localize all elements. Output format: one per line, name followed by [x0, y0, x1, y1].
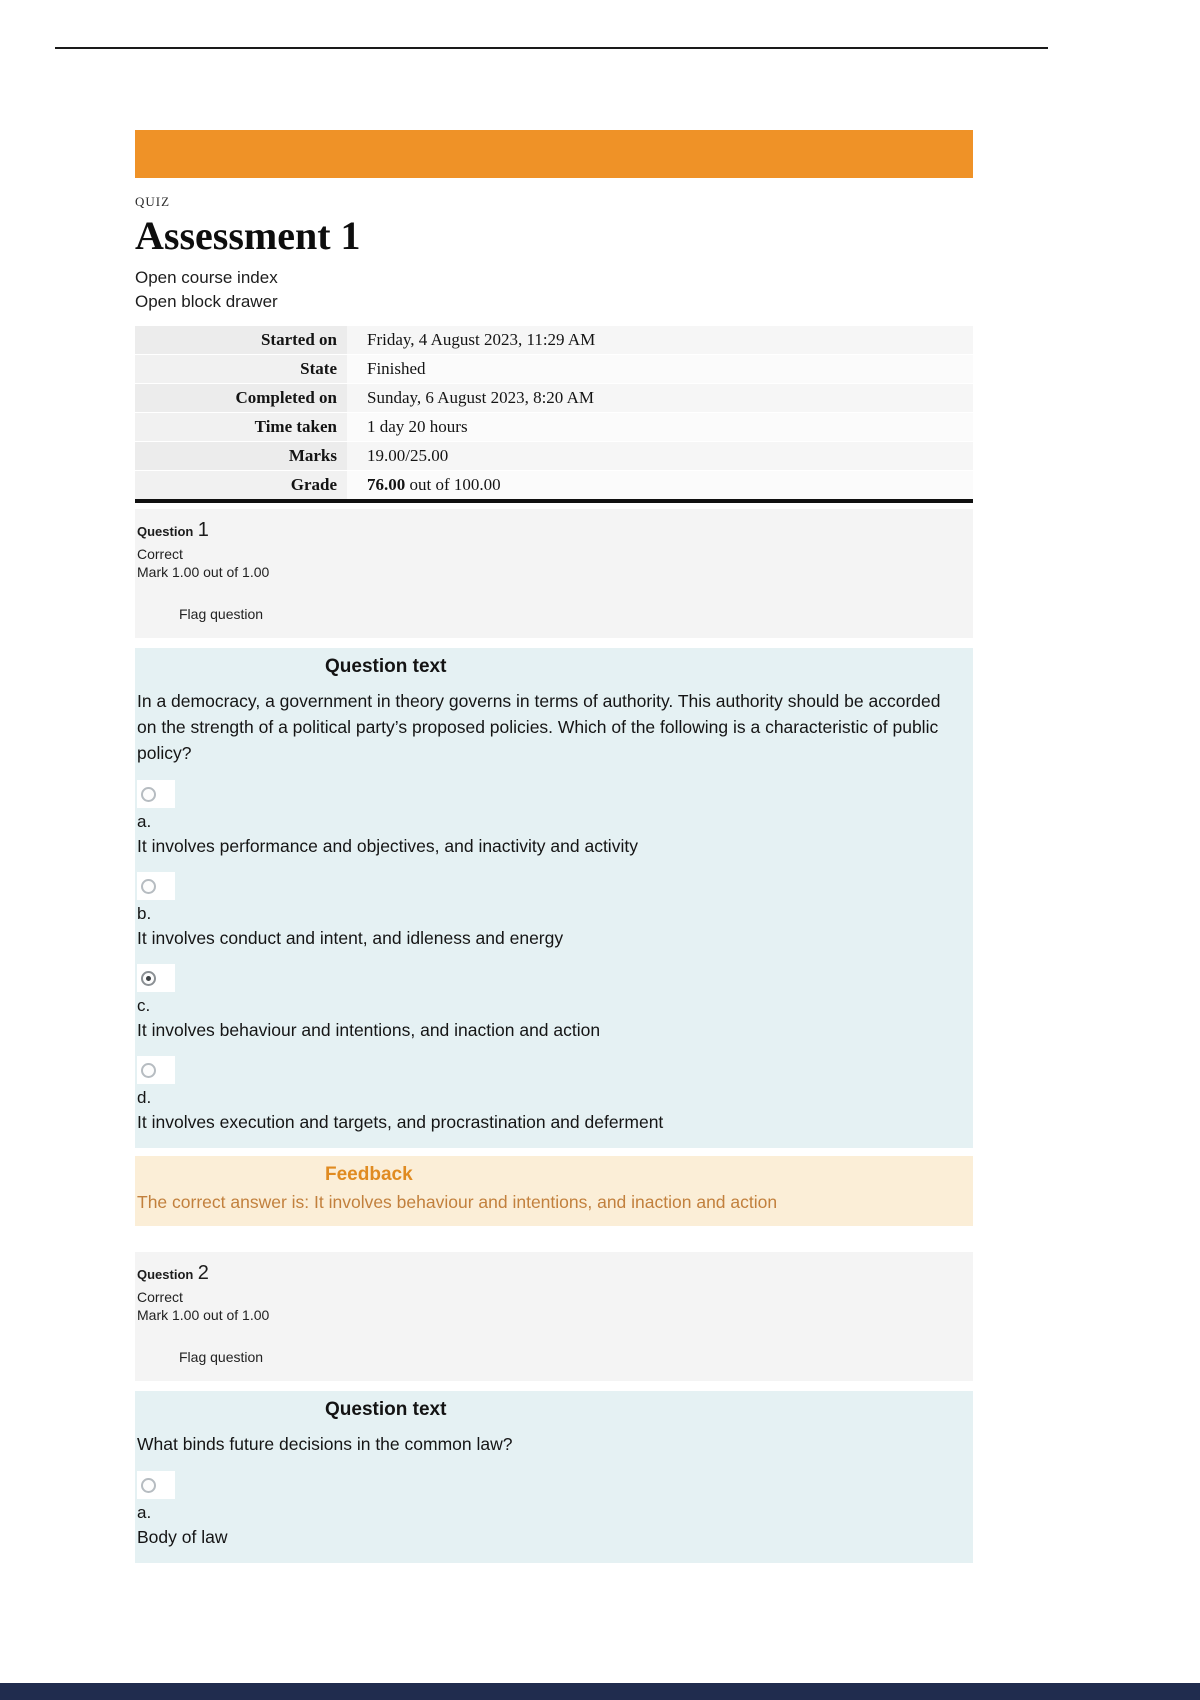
table-row [135, 413, 973, 442]
option-text: Body of law [137, 1527, 228, 1547]
orange-banner [135, 130, 973, 178]
flag-question-link[interactable]: Flag question [179, 606, 264, 622]
feedback-block [135, 1156, 973, 1226]
table-row [135, 471, 973, 502]
summary-value: Finished [347, 355, 973, 384]
answer-option [137, 780, 963, 858]
status-badge: Correct [137, 546, 183, 562]
option-text: It involves conduct and intent, and idleness and energy [137, 928, 564, 948]
question-number: Question 1 [137, 519, 209, 541]
status-badge: Correct [137, 1289, 183, 1305]
question-text-label: Question text [325, 1399, 447, 1420]
grade-value-bold: 76.00 [367, 475, 406, 494]
option-text: It involves performance and objectives, and inactivity and activity [137, 836, 638, 856]
option-letter: a. [137, 1503, 152, 1522]
quiz-label: QUIZ [135, 194, 171, 209]
footer-bar [0, 1683, 1200, 1700]
summary-value: 19.00/25.00 [347, 442, 973, 471]
table-row [135, 442, 973, 471]
option-letter: d. [137, 1088, 152, 1107]
summary-label: Started on [135, 326, 347, 355]
summary-label: Grade [135, 471, 347, 502]
radio-button[interactable] [137, 1471, 175, 1499]
question-1-body [135, 648, 973, 1148]
radio-circle-icon [141, 971, 156, 986]
question-2-info [135, 1252, 973, 1381]
answer-option [137, 964, 963, 1042]
radio-button[interactable] [137, 780, 175, 808]
feedback-label: Feedback [325, 1164, 413, 1185]
summary-label: Time taken [135, 413, 347, 442]
grade-value-rest: out of 100.00 [405, 475, 501, 494]
option-letter: a. [137, 812, 152, 831]
mark-text: Mark 1.00 out of 1.00 [137, 1307, 270, 1323]
radio-button[interactable] [137, 1056, 175, 1084]
quiz-summary-table [135, 326, 973, 503]
option-text: It involves behaviour and intentions, and inaction and action [137, 1020, 601, 1040]
radio-circle-icon [141, 787, 156, 802]
option-letter: b. [137, 904, 152, 923]
nav-links [135, 266, 973, 314]
summary-value: Sunday, 6 August 2023, 8:20 AM [347, 384, 973, 413]
summary-label: State [135, 355, 347, 384]
summary-value: Friday, 4 August 2023, 11:29 AM [347, 326, 973, 355]
radio-button[interactable] [137, 872, 175, 900]
question-1-info [135, 509, 973, 638]
radio-circle-icon [141, 879, 156, 894]
summary-label: Completed on [135, 384, 347, 413]
summary-value [347, 471, 973, 502]
feedback-text: The correct answer is: It involves behaviour and intentions, and inaction and action [137, 1192, 778, 1212]
radio-circle-icon [141, 1063, 156, 1078]
answer-option [137, 1471, 963, 1549]
option-letter: c. [137, 996, 151, 1015]
summary-label: Marks [135, 442, 347, 471]
flag-question-link[interactable]: Flag question [179, 1349, 264, 1365]
page-title: Assessment 1 [135, 213, 361, 258]
table-row [135, 326, 973, 355]
radio-circle-icon [141, 1478, 156, 1493]
table-row [135, 384, 973, 413]
table-row [135, 355, 973, 384]
spacer [135, 1226, 973, 1246]
open-course-index-link[interactable]: Open course index [135, 268, 278, 287]
answer-option [137, 872, 963, 950]
open-block-drawer-link[interactable]: Open block drawer [135, 292, 278, 311]
question-text: In a democracy, a government in theory governs in terms of authority. This authority should be accorded on the strength of a political party’s proposed policies. Which of the following is a characteristic of public policy? [137, 691, 941, 763]
page-content [135, 0, 973, 1563]
answer-option [137, 1056, 963, 1134]
option-text: It involves execution and targets, and procrastination and deferment [137, 1112, 664, 1132]
radio-button[interactable] [137, 964, 175, 992]
question-number: Question 2 [137, 1262, 209, 1284]
question-2-body [135, 1391, 973, 1563]
question-text-label: Question text [325, 656, 447, 677]
question-text: What binds future decisions in the common law? [137, 1434, 513, 1454]
summary-value: 1 day 20 hours [347, 413, 973, 442]
mark-text: Mark 1.00 out of 1.00 [137, 564, 270, 580]
